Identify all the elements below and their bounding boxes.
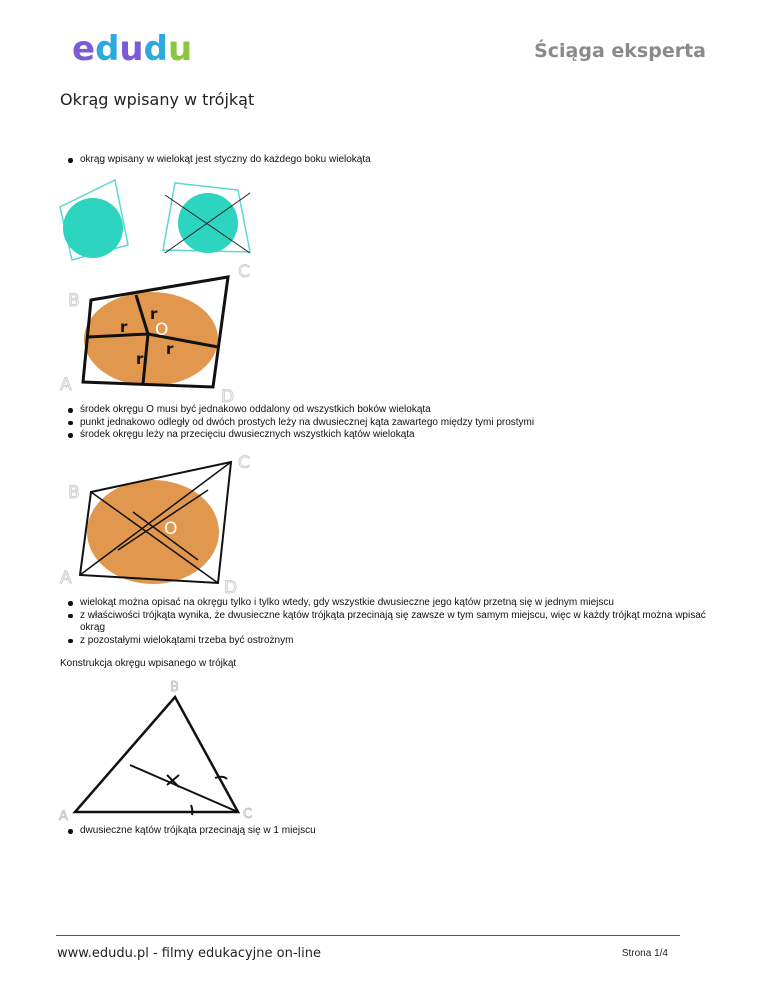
footer-page-number: Strona 1/4 bbox=[621, 948, 668, 959]
label-r: r bbox=[166, 340, 174, 358]
label-r: r bbox=[136, 350, 144, 368]
label-vertex-a: A bbox=[59, 809, 68, 824]
list-item: środek okręgu O musi być jednakowo oddalony od wszystkich boków wielokąta bbox=[60, 404, 534, 417]
figure-triangle-construction bbox=[55, 675, 275, 825]
bullet-list-4 bbox=[60, 825, 316, 838]
label-vertex-a: A bbox=[60, 568, 72, 588]
label-center-o: O bbox=[164, 519, 178, 539]
figure-bisectors-quadrilateral bbox=[58, 450, 258, 598]
label-vertex-d: D bbox=[224, 578, 238, 598]
list-item: okrąg wpisany w wielokąt jest styczny do każdego boku wielokąta bbox=[60, 154, 371, 167]
footer-divider bbox=[56, 935, 680, 936]
label-vertex-b: B bbox=[68, 483, 80, 503]
header-section-label: Ściąga eksperta bbox=[534, 40, 706, 62]
label-center-o: O bbox=[155, 320, 169, 340]
bullet-list-1 bbox=[60, 154, 371, 167]
label-r: r bbox=[120, 318, 128, 336]
construction-heading: Konstrukcja okręgu wpisanego w trójkąt bbox=[60, 658, 237, 669]
label-vertex-b: B bbox=[68, 291, 80, 311]
list-item: punkt jednakowo odległy od dwóch prostych leży na dwusiecznej kąta zawartego między tymi prostymi bbox=[60, 417, 534, 430]
list-item: z właściwości trójkąta wynika, że dwusieczne kątów trójkąta przecinają się zawsze w tym samym miejscu, więc w każdy trójkąt można wpisać okrąg bbox=[60, 610, 720, 635]
list-item: z pozostałymi wielokątami trzeba być ostrożnym bbox=[60, 635, 720, 648]
list-item: środek okręgu leży na przecięciu dwusiecznych wszystkich kątów wielokąta bbox=[60, 429, 534, 442]
logo-text: edudu bbox=[72, 29, 193, 69]
list-item: dwusieczne kątów trójkąta przecinają się w 1 miejscu bbox=[60, 825, 316, 838]
arc-mark bbox=[191, 805, 192, 815]
figure-circles-in-polygons bbox=[50, 175, 260, 265]
triangle bbox=[75, 697, 238, 812]
bisector-line bbox=[130, 765, 238, 812]
footer-site-text: www.edudu.pl - filmy edukacyjne on-line bbox=[57, 946, 321, 961]
edudu-logo bbox=[72, 29, 193, 70]
bullet-list-2 bbox=[60, 404, 534, 442]
list-item: wielokąt można opisać na okręgu tylko i tylko wtedy, gdy wszystkie dwusieczne jego kątów przetną się w jednym miejscu bbox=[60, 597, 720, 610]
label-vertex-a: A bbox=[60, 375, 72, 395]
bullet-list-3 bbox=[60, 597, 720, 647]
figure-radii bbox=[58, 262, 258, 407]
label-vertex-d: D bbox=[221, 387, 235, 407]
label-vertex-b: B bbox=[170, 680, 179, 695]
page-title: Okrąg wpisany w trójkąt bbox=[60, 90, 255, 109]
inscribed-circle-1 bbox=[63, 198, 123, 258]
label-vertex-c: C bbox=[243, 807, 253, 822]
label-r: r bbox=[150, 305, 158, 323]
label-vertex-c: C bbox=[238, 453, 250, 473]
label-vertex-c: C bbox=[238, 262, 250, 282]
